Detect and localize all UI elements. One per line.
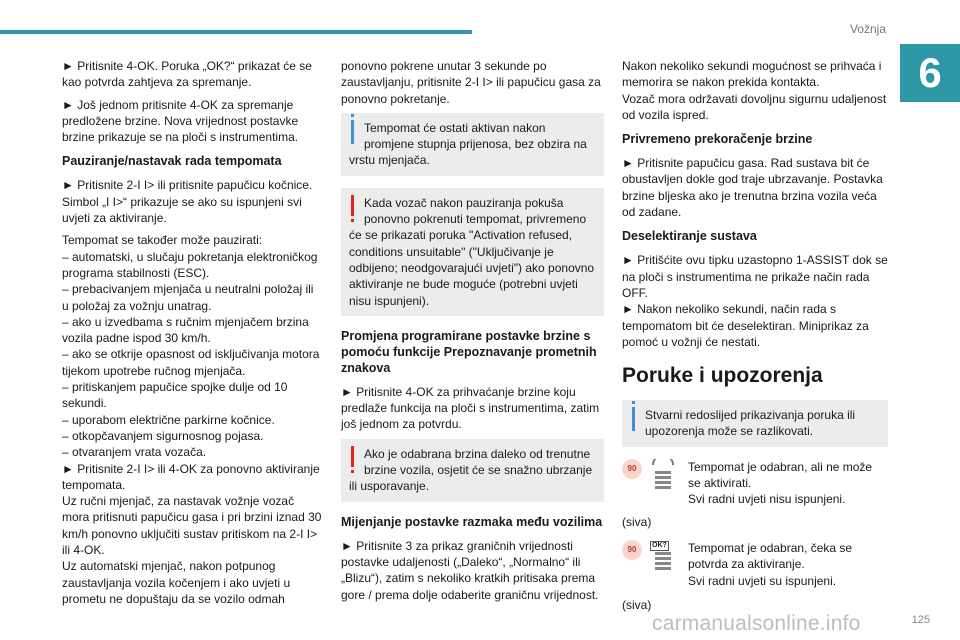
list-item: – ako se otkrije opasnost od isključivanja motora tijekom upotrebe ručnog mjenjača. <box>62 347 320 378</box>
list-item: – otkopčavanjem sigurnosnog pojasa. <box>62 428 264 443</box>
list-item: – otvaranjem vrata vozača. <box>62 445 207 460</box>
list-item: – ako u izvedbama s ručnim mjenjačem brzina vozila padne ispod 30 km/h. <box>62 314 309 346</box>
paragraph: ► Nakon nekoliko sekundi, način rada s tempomatom bit će deselektiran. Miniprikaz za pomoć u vožnji će nestati. <box>622 302 869 349</box>
paragraph: ► Pritisnite 4-OK za prihvaćanje brzine koju predlaže funkcija na ploči s instrumentima, zatim još jednom za potvrdu. <box>341 384 600 432</box>
warning-line: Tempomat je odabran, ali ne može se aktivirati. <box>688 459 873 491</box>
ok-label: OK? <box>652 541 667 549</box>
watermark: carmanualsonline.info <box>652 612 861 635</box>
speed-badge: 90 <box>622 540 642 560</box>
info-note <box>341 113 604 176</box>
warning-text <box>688 459 888 508</box>
warning-note <box>341 439 604 502</box>
warning-message-row <box>622 459 888 508</box>
info-icon <box>632 407 635 431</box>
paragraph: ► Pritisnite papučicu gasa. Rad sustava bit će obustavljen dokle god traje ubrzavanje. Postavka brzine bljeska ako je trenutna brzina vozila veća od zadane. <box>622 156 883 220</box>
paragraph: Nakon nekoliko sekundi mogućnost se prihvaća i memorira se nakon prekida kontakta. <box>622 59 882 90</box>
speed-badge: 90 <box>622 459 642 479</box>
note-text: Tempomat će ostati aktivan nakon promjene stupnja prijenosa, bez obzira na vrstu mjenjača. <box>349 120 587 168</box>
list-item: – pritiskanjem papučice spojke dulje od 10 sekundi. <box>62 380 288 411</box>
subheading: Privremeno prekoračenje brzine <box>622 132 813 147</box>
cruise-control-ok-icon <box>650 540 676 574</box>
paragraph: ► Pritisnite 4-OK. Poruka „OK?“ prikazat će se kao potvrda zahtjeva za spremanje. <box>62 59 312 90</box>
column-3 <box>622 58 888 613</box>
cruise-control-gauge-icon <box>650 459 676 493</box>
column-1 <box>62 58 322 607</box>
warning-note <box>341 188 604 316</box>
subheading: Promjena programirane postavke brzine s pomoću funkcije Prepoznavanje prometnih znakova <box>341 328 597 375</box>
warning-line: Svi radni uvjeti su ispunjeni. <box>688 573 837 588</box>
color-label: (siva) <box>622 597 652 612</box>
paragraph: Vozač mora održavati dovoljnu sigurnu udaljenost od vozila ispred. <box>622 91 887 122</box>
paragraph: Uz automatski mjenjač, nakon potpunog zaustavljanja vozila kočenjem i ako uvjeti u prometu ne dopuštaju da se vozilo odmah <box>62 559 291 606</box>
header-accent-bar <box>0 30 472 34</box>
color-label: (siva) <box>622 514 652 529</box>
page-number: 125 <box>911 614 930 626</box>
note-text: Stvarni redoslijed prikazivanja poruka ili upozorenja može se razlikovati. <box>645 408 856 439</box>
note-text: Ako je odabrana brzina daleko od trenutne brzine vozila, osjetit će se snažno ubrzanje ili usporavanje. <box>349 446 593 494</box>
list-item: – prebacivanjem mjenjača u neutralni položaj ili u položaj za vožnju unatrag. <box>62 282 314 313</box>
warning-icon <box>351 195 354 216</box>
paragraph: ► Pritisnite 2-I I> ili 4-OK za ponovno aktiviranje tempomata. <box>62 461 320 492</box>
list-item: – uporabom električne parkirne kočnice. <box>62 412 275 427</box>
paragraph: ► Pritisnite 2-I I> ili pritisnite papučicu kočnice. Simbol „I I>“ prikazuje se ako su ispunjeni svi uvjeti za aktiviranje. <box>62 178 313 226</box>
subheading: Mijenjanje postavke razmaka među vozilima <box>341 514 603 529</box>
chapter-number: 6 <box>900 44 960 102</box>
info-note <box>622 400 888 447</box>
warning-line: Svi radni uvjeti nisu ispunjeni. <box>688 492 846 507</box>
warning-line: Tempomat je odabran, čeka se potvrda za aktiviranje. <box>688 540 853 572</box>
paragraph: ► Pritisnite 3 za prikaz graničnih vrijednosti postavke udaljenosti („Daleko“, „Normalno“ ili „Blizu“), zatim s nekoliko kratkih pritisaka prema gore / prema dolje odaberite graničnu vrijednost. <box>341 538 599 602</box>
paragraph: ponovno pokrene unutar 3 sekunde po zaustavljanju, pritisnite 2-I I> ili papučicu gasa za ponovno pokretanje. <box>341 59 601 106</box>
subheading: Pauziranje/nastavak rada tempomata <box>62 154 282 169</box>
subheading: Deselektiranje sustava <box>622 229 757 244</box>
warning-message-row <box>622 540 888 589</box>
paragraph: Tempomat se također može pauzirati: <box>62 233 263 248</box>
list-item: – automatski, u slučaju pokretanja elektroničkog programa stabilnosti (ESC). <box>62 249 318 280</box>
note-text: Kada vozač nakon pauziranja pokuša ponovno pokrenuti tempomat, privremeno će se prikazati poruka "Activation refused, conditions unsuitable" ("Uključivanje je odbijeno; neodgovarajući uvjeti") ako ponovno aktiviranje ne bude moguće (potrebni uvjeti nisu ispunjeni). <box>349 195 595 308</box>
paragraph: ► Još jednom pritisnite 4-OK za spremanje predložene brzine. Nova vrijednost postavke brzine prikazuje se na ploči s instrumentima. <box>62 97 299 145</box>
section-heading: Poruke i upozorenja <box>622 364 823 388</box>
paragraph: ► Pritišćite ovu tipku uzastopno 1-ASSIST dok se na ploči s instrumentima ne prikaže način rada OFF. <box>622 253 888 300</box>
info-icon <box>351 120 354 144</box>
warning-text <box>688 540 888 589</box>
section-title: Vožnja <box>849 22 886 36</box>
column-2 <box>341 58 604 609</box>
warning-icon <box>351 446 354 467</box>
paragraph: Uz ručni mjenjač, za nastavak vožnje vozač mora pritisnuti papučicu gasa i pri brzini iznad 30 km/h ponovno uključiti sustav pritiskom na 2-I I> ili 4-OK. <box>62 494 322 558</box>
